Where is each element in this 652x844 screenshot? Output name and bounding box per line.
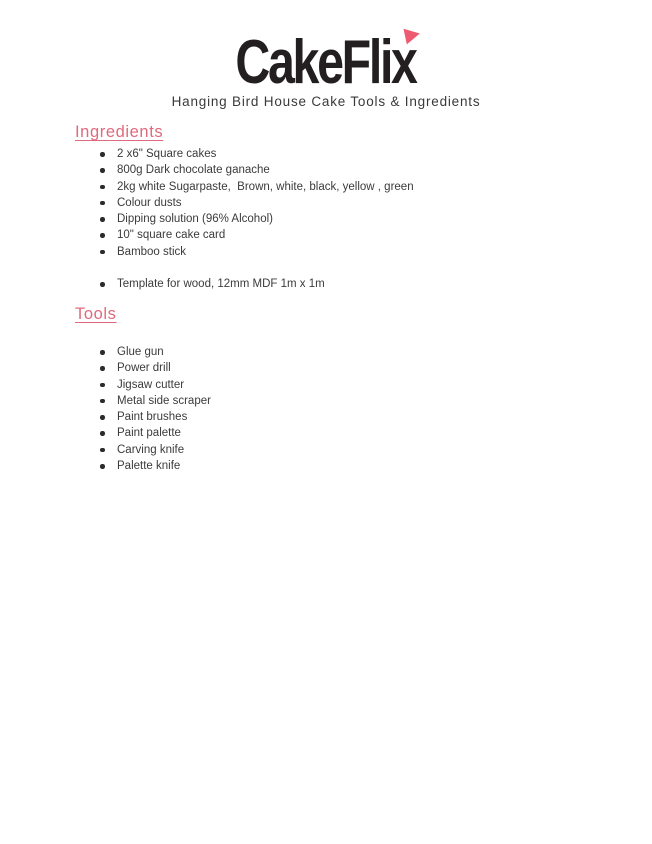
list-item: Power drill — [99, 360, 211, 376]
list-item: Palette knife — [99, 458, 211, 474]
ingredients-heading: Ingredients — [75, 123, 164, 141]
logo-text: CakeFlix — [235, 28, 417, 97]
list-item: Paint brushes — [99, 409, 211, 425]
tools-heading: Tools — [75, 305, 117, 323]
ingredients-list — [99, 146, 414, 260]
list-item: Template for wood, 12mm MDF 1m x 1m — [99, 276, 325, 292]
list-item: 10" square cake card — [99, 227, 414, 243]
list-item: Metal side scraper — [99, 393, 211, 409]
list-item: 800g Dark chocolate ganache — [99, 162, 414, 178]
document-header — [0, 28, 652, 110]
ingredients-extra-list — [99, 276, 325, 292]
tools-list — [99, 344, 211, 474]
list-item: 2kg white Sugarpaste, Brown, white, black, yellow , green — [99, 179, 414, 195]
list-item: Bamboo stick — [99, 244, 414, 260]
list-item: Carving knife — [99, 442, 211, 458]
list-item: Dipping solution (96% Alcohol) — [99, 211, 414, 227]
list-item: Jigsaw cutter — [99, 377, 211, 393]
document-subtitle: Hanging Bird House Cake Tools & Ingredients — [171, 94, 481, 110]
play-triangle-icon — [403, 26, 421, 45]
list-item: Paint palette — [99, 425, 211, 441]
list-item: 2 x6" Square cakes — [99, 146, 414, 162]
list-item: Colour dusts — [99, 195, 414, 211]
cakeflix-logo — [210, 28, 441, 97]
list-item: Glue gun — [99, 344, 211, 360]
